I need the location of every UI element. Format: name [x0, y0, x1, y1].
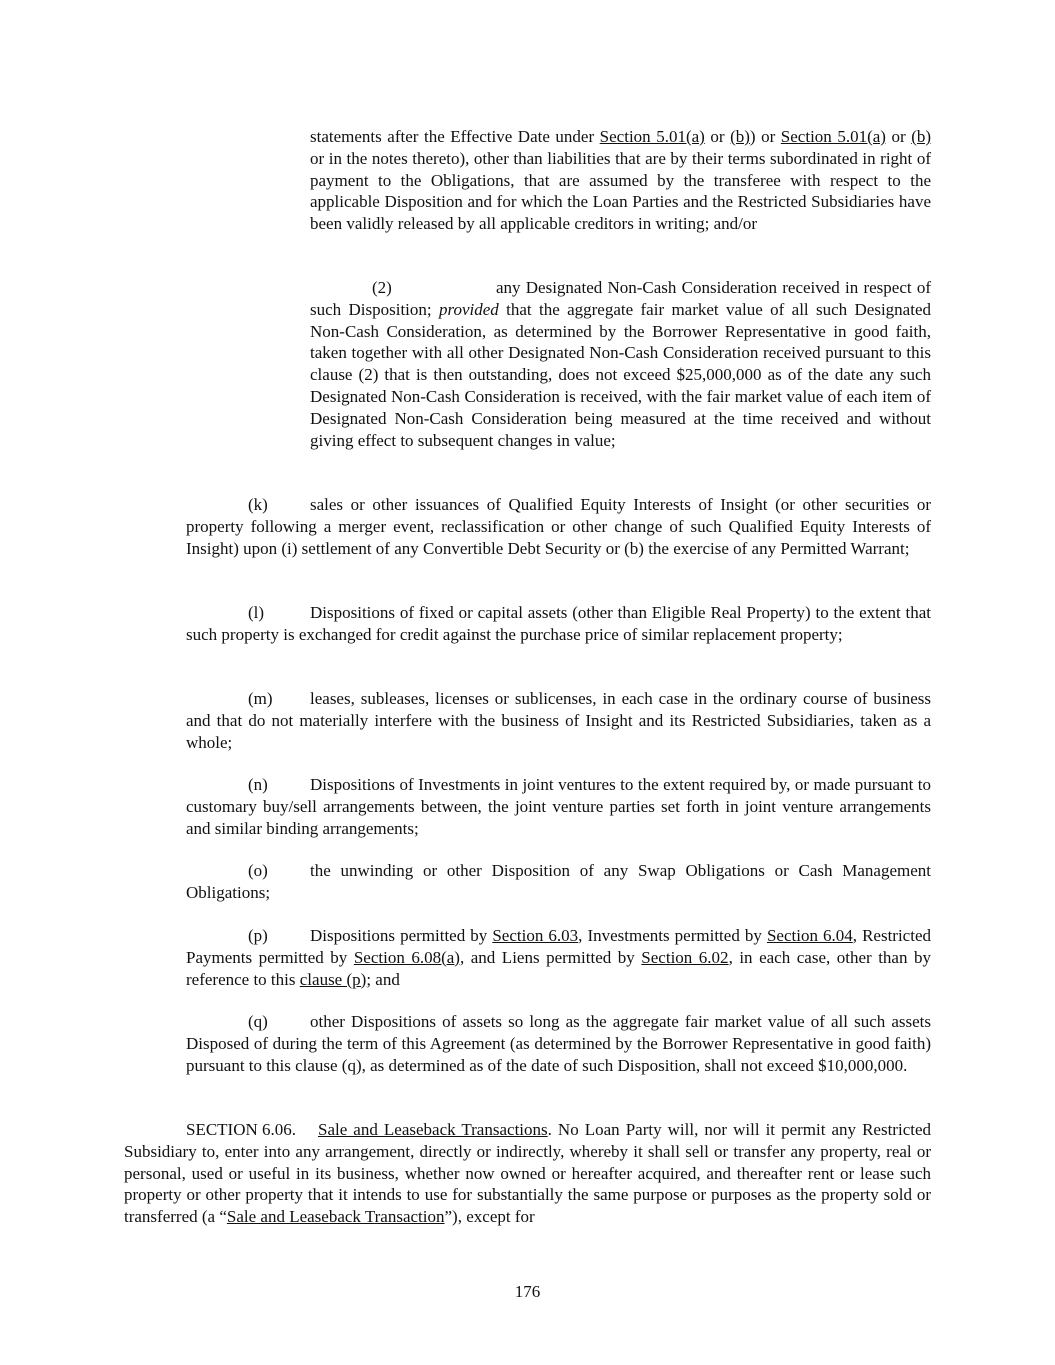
- section-heading: Sale and Leaseback Transactions: [318, 1120, 548, 1139]
- clause-label: (2): [372, 278, 392, 297]
- section-number: SECTION 6.06.: [186, 1120, 297, 1139]
- cross-reference: (b): [911, 127, 932, 146]
- text-run: or: [885, 127, 912, 146]
- clause-label: (o): [248, 861, 268, 880]
- cross-reference: Section 6.02: [641, 947, 729, 967]
- paragraph-clause-l: [186, 602, 931, 646]
- text-run: other Dispositions of assets so long as the aggregate fair market value of all such assets Disposed of during the term of this Agreement (as determined by the Borrower Representative in good faith) pursuant to this clause (q), as determined as of the date of such Disposition, shall not exceed $10,000,000.: [186, 1012, 931, 1075]
- text-run: , Restricted Payments permitted by: [186, 926, 931, 967]
- text-run: Dispositions of Investments in joint ventures to the extent required by, or made pursuant to customary buy/sell arrangements between, the joint venture parties set forth in joint venture arrangements and similar binding arrangements;: [186, 775, 931, 838]
- cross-reference: Section 5.01(a): [599, 127, 705, 146]
- text-run: leases, subleases, licenses or sublicenses, in each case in the ordinary course of business and that do not materially interfere with the business of Insight and its Restricted Subsidiaries, taken as a whole;: [186, 689, 931, 752]
- paragraph-clause-k: [186, 494, 931, 559]
- clause-label: (n): [248, 775, 268, 794]
- clause-label: (k): [248, 495, 268, 514]
- cross-reference: Section 6.08(a): [353, 947, 460, 967]
- paragraph-clause-n: [186, 774, 931, 839]
- text-run: sales or other issuances of Qualified Equity Interests of Insight (or other securities or property following a merger event, reclassification or other change of such Qualified Equity Interests of Insight) upon (i) settlement of any Convertible Debt Security or (b) the exercise of any Permitted Warrant;: [186, 495, 931, 558]
- paragraph-clause-m: [186, 688, 931, 753]
- cross-reference: clause (p): [299, 969, 367, 989]
- clause-label: (m): [248, 689, 273, 708]
- text-run: statements after the Effective Date under: [310, 127, 600, 146]
- text-run: Dispositions permitted by: [310, 926, 493, 945]
- cross-reference: Section 5.01(a): [780, 127, 886, 146]
- text-run: ”), except for: [444, 1207, 535, 1227]
- text-run: any Designated Non-Cash Consideration received in respect of such Disposition;: [310, 278, 931, 319]
- defined-term: Sale and Leaseback Transaction: [226, 1207, 445, 1227]
- paragraph-clause-q: [186, 1011, 931, 1076]
- paragraph-clause-j-2: [310, 277, 931, 451]
- paragraph-clause-o: [186, 860, 931, 904]
- cross-reference: Section 6.04: [766, 926, 853, 945]
- text-run: that the aggregate fair market value of all such Designated Non-Cash Consideration, as determined by the Borrower Representative in good faith, taken together with all other Designated Non-Cash Consideration received pursuant to this clause (2) that is then outstanding, does not exceed $25,000,000 as of the date any such Designated Non-Cash Consideration is received, with the fair market value of each item of Designated Non-Cash Consideration being measured at the time received and without giving effect to subsequent changes in value;: [310, 299, 931, 450]
- text-run: ) or: [749, 127, 781, 146]
- text-run: , and Liens permitted by: [459, 947, 642, 967]
- emphasis: provided: [438, 299, 499, 319]
- cross-reference: Section 6.03: [492, 926, 579, 945]
- text-run: the unwinding or other Disposition of any Swap Obligations or Cash Management Obligations;: [186, 861, 931, 902]
- paragraph-clause-j-1-continuation: [310, 126, 931, 235]
- paragraph-section-6-06: [124, 1119, 931, 1228]
- paragraph-clause-p: [186, 925, 931, 990]
- page-number: 176: [514, 1282, 541, 1301]
- clause-label: (l): [248, 603, 265, 622]
- clause-label: (q): [248, 1012, 268, 1031]
- text-run: ; and: [366, 969, 400, 989]
- text-run: , Investments permitted by: [578, 926, 767, 945]
- cross-reference: (b): [730, 127, 750, 146]
- text-run: Dispositions of fixed or capital assets (other than Eligible Real Property) to the extent that such property is exchanged for credit against the purchase price of similar replacement property;: [186, 603, 931, 644]
- text-run: or: [704, 127, 731, 146]
- text-run: , in each case, other than by reference to this: [186, 947, 932, 989]
- text-run: or in the notes thereto), other than liabilities that are by their terms subordinated in right of payment to the Obligations, that are assumed by the transferee with respect to the applicable Disposition and for which the Loan Parties and the Restricted Subsidiaries have been validly released by all applicable creditors in writing; and/or: [310, 148, 931, 234]
- text-run: . No Loan Party will, nor will it permit any Restricted Subsidiary to, enter into any arrangement, directly or indirectly, whereby it shall sell or transfer any property, real or personal, used or useful in its business, whether now owned or hereafter acquired, and thereafter rent or lease such property or other property that it intends to use for substantially the same purpose or purposes as the property sold or transferred (a “: [124, 1120, 932, 1227]
- clause-label: (p): [248, 926, 268, 945]
